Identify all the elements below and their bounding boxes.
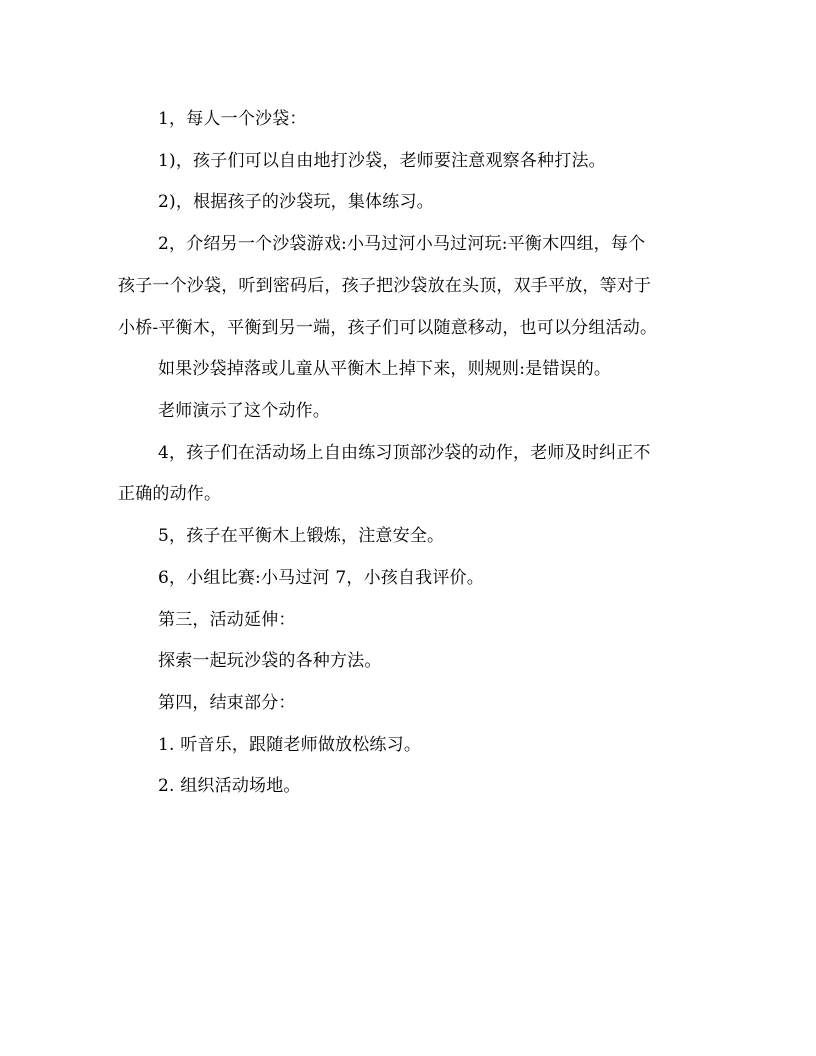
text-line-7: 如果沙袋掉落或儿童从平衡木上掉下来，则规则:是错误的。: [158, 359, 612, 379]
text-line-4: 2，介绍另一个沙袋游戏:小马过河小马过河玩:平衡木四组，每个: [158, 234, 646, 254]
text-line-16: 1. 听音乐，跟随老师做放松练习。: [158, 735, 422, 755]
text-line-3: 2)，根据孩子的沙袋玩，集体练习。: [158, 192, 434, 212]
text-line-15: 第四，结束部分：: [158, 693, 296, 713]
text-line-11: 5，孩子在平衡木上锻炼，注意安全。: [158, 526, 445, 546]
text-line-8: 老师演示了这个动作。: [158, 401, 330, 421]
text-line-10: 正确的动作。: [118, 484, 222, 504]
text-line-14: 探索一起玩沙袋的各种方法。: [158, 651, 382, 671]
text-line-6: 小桥-平衡木，平衡到另一端，孩子们可以随意移动，也可以分组活动。: [118, 318, 658, 338]
text-line-13: 第三，活动延伸：: [158, 610, 296, 630]
text-line-5: 孩子一个沙袋，听到密码后，孩子把沙袋放在头顶，双手平放，等对于: [118, 276, 652, 296]
text-line-9: 4，孩子们在活动场上自由练习顶部沙袋的动作，老师及时纠正不: [158, 443, 651, 463]
text-line-1: 1，每人一个沙袋：: [158, 109, 307, 129]
text-line-2: 1)，孩子们可以自由地打沙袋，老师要注意观察各种打法。: [158, 151, 606, 171]
text-line-12: 6，小组比赛:小马过河 7，小孩自我评价。: [158, 568, 484, 588]
text-line-17: 2. 组织活动场地。: [158, 776, 301, 796]
